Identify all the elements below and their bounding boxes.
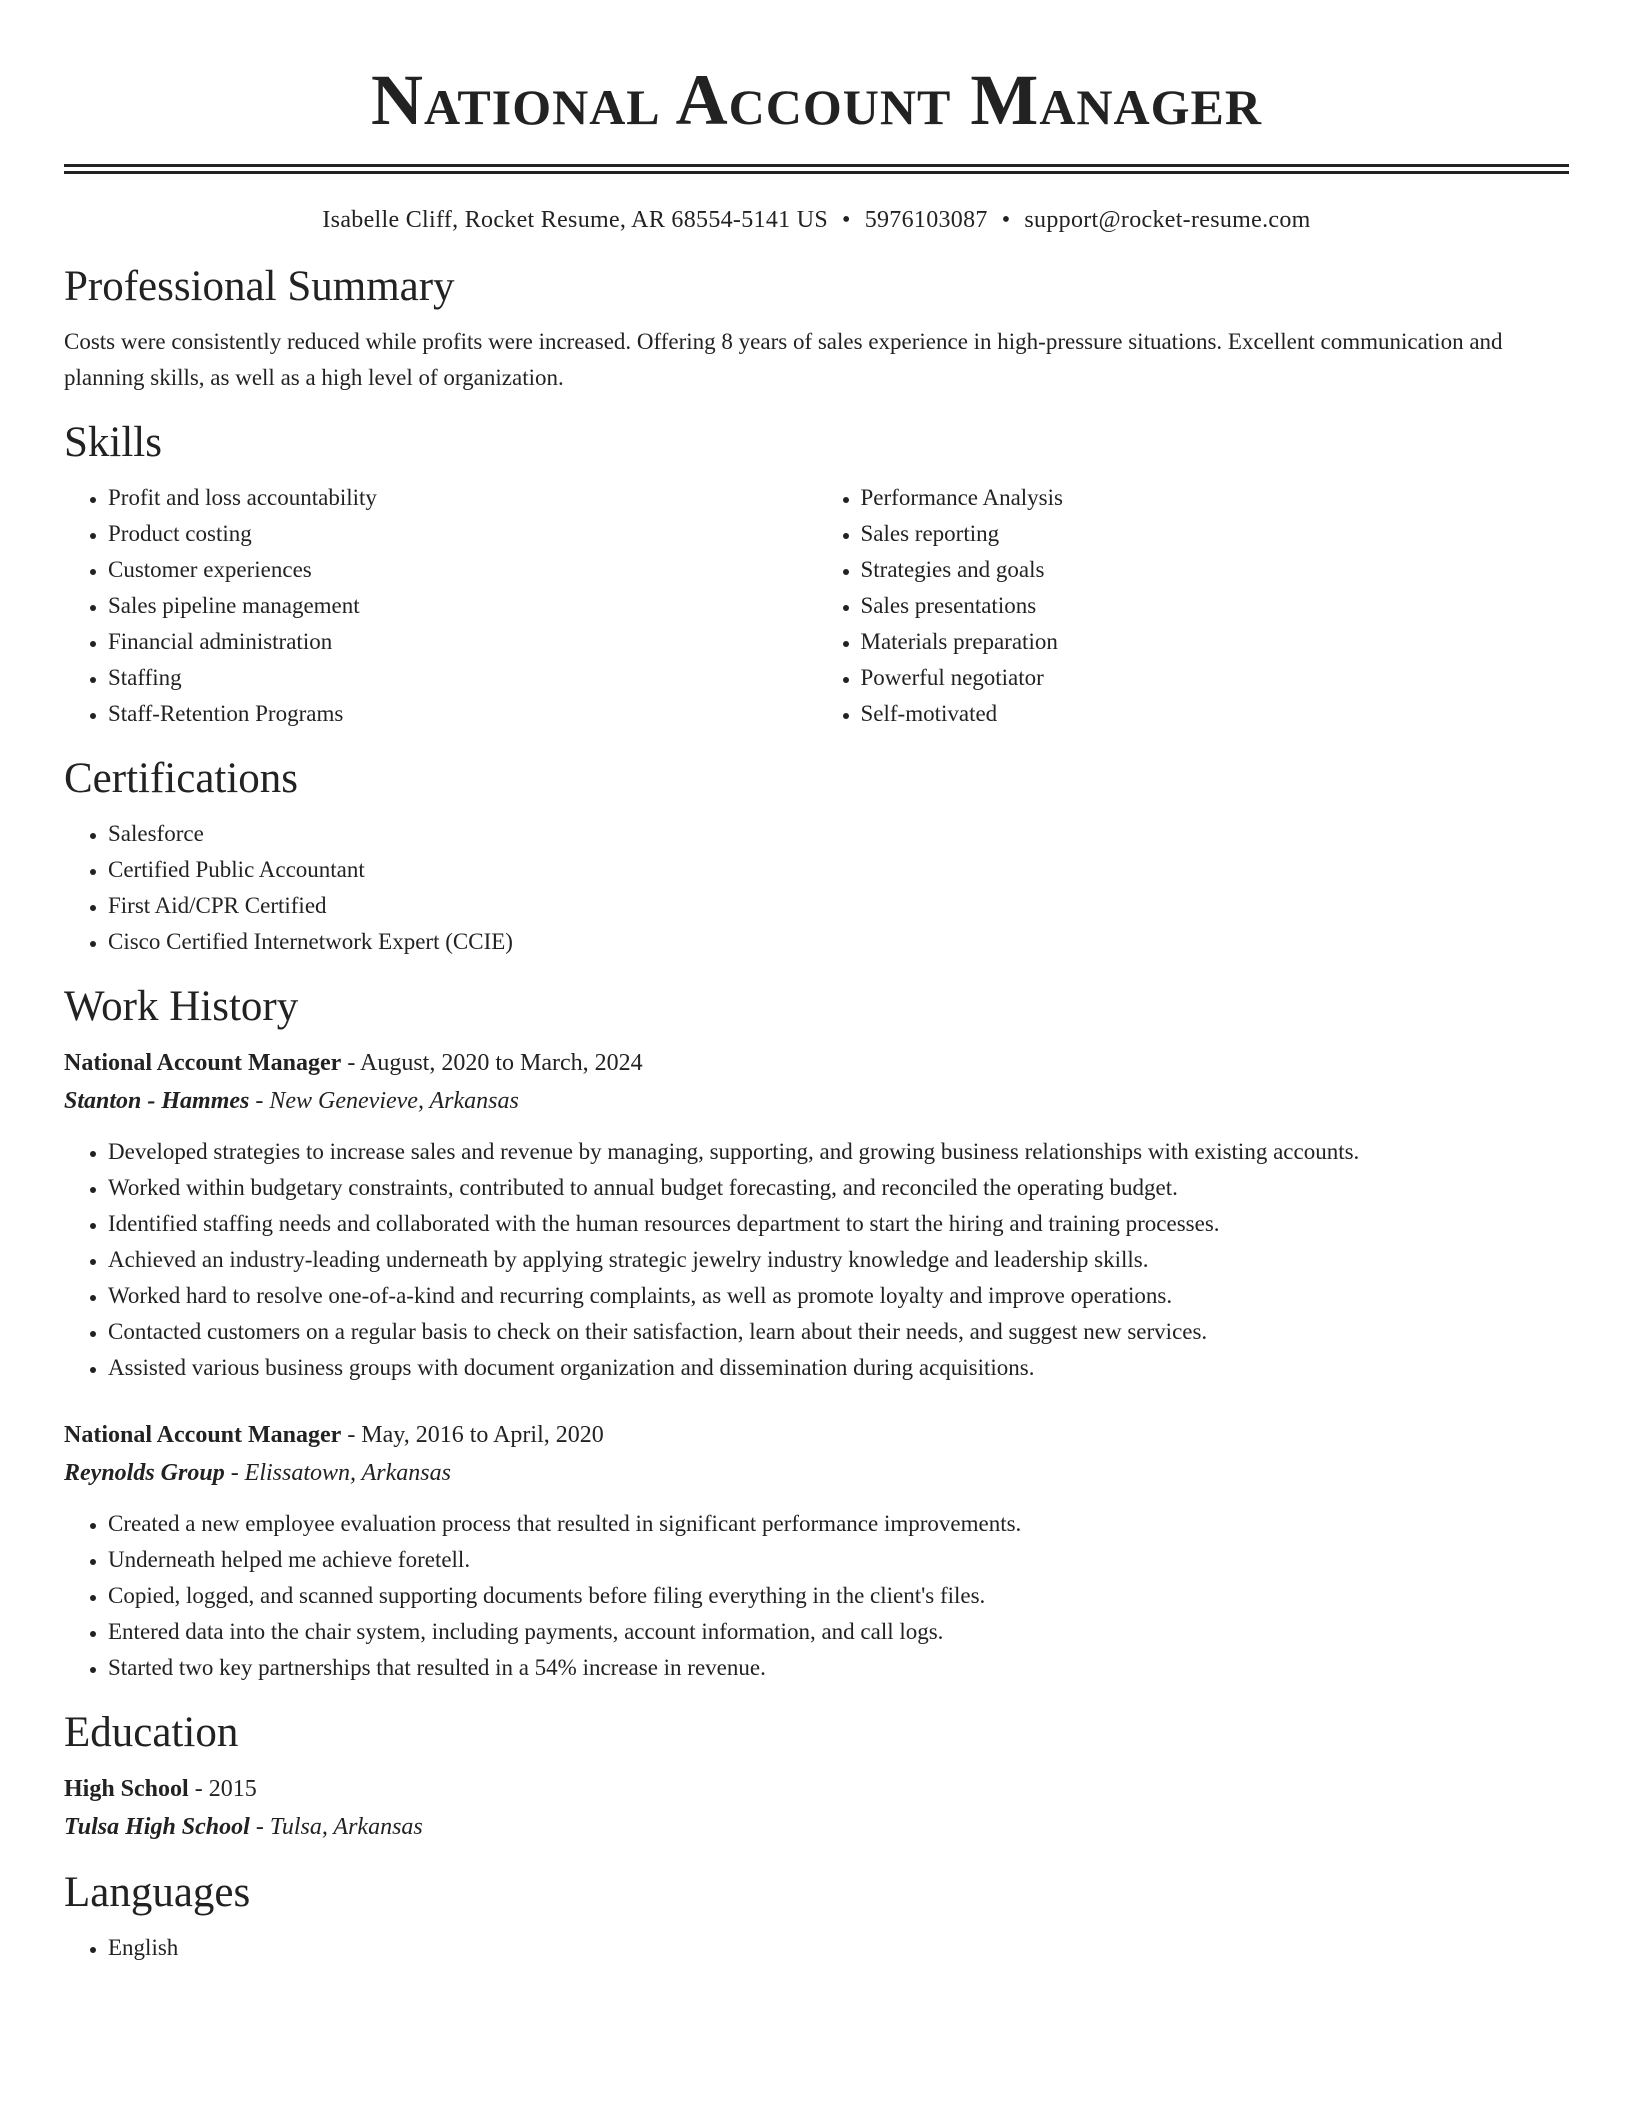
job-entry <box>64 1044 1569 1386</box>
job-bullet: • Created a new employee evaluation process that resulted in significant performance improvements. <box>108 1506 1569 1542</box>
skill-item: • Customer experiences <box>108 552 817 588</box>
certification-item: • First Aid/CPR Certified <box>108 888 1569 924</box>
job-entry <box>64 1416 1569 1686</box>
job-bullet: • Worked hard to resolve one-of-a-kind and recurring complaints, as well as promote loyalty and improve operations. <box>108 1278 1569 1314</box>
job-bullets <box>64 1134 1569 1386</box>
education-degree-line <box>64 1770 1569 1808</box>
skill-item: • Profit and loss accountability <box>108 480 817 516</box>
education-location: - Tulsa, Arkansas <box>249 1814 423 1840</box>
skill-item: • Staffing <box>108 660 817 696</box>
job-title-line <box>64 1416 1569 1454</box>
education-heading: Education <box>64 1709 239 1756</box>
certifications-heading: Certifications <box>64 755 299 802</box>
job-company-line <box>64 1454 1569 1492</box>
skill-item: • Financial administration <box>108 624 817 660</box>
education-year: - 2015 <box>188 1776 257 1802</box>
contact-line <box>64 204 1569 236</box>
job-company: Stanton - Hammes <box>64 1088 250 1114</box>
languages-list <box>64 1930 1569 1966</box>
skill-item: • Staff-Retention Programs <box>108 696 817 732</box>
education-school-line <box>64 1808 1569 1846</box>
job-bullet: • Underneath helped me achieve foretell. <box>108 1542 1569 1578</box>
job-bullet: • Identified staffing needs and collaborated with the human resources department to start the hiring and training processes. <box>108 1206 1569 1242</box>
education-degree: High School <box>64 1776 189 1802</box>
contact-email: support@rocket-resume.com <box>1024 207 1311 233</box>
job-bullets <box>64 1506 1569 1686</box>
title-double-rule <box>64 164 1569 174</box>
skill-item: • Product costing <box>108 516 817 552</box>
skill-item: • Sales reporting <box>861 516 1570 552</box>
contact-address: Isabelle Cliff, Rocket Resume, AR 68554-5141 US <box>322 207 828 233</box>
skills-heading: Skills <box>64 419 162 466</box>
work-history-heading: Work History <box>64 983 299 1030</box>
job-location: - New Genevieve, Arkansas <box>249 1088 519 1114</box>
skill-item: • Materials preparation <box>861 624 1570 660</box>
certification-item: • Certified Public Accountant <box>108 852 1569 888</box>
job-bullet: • Worked within budgetary constraints, contributed to annual budget forecasting, and reconciled the operating budget. <box>108 1170 1569 1206</box>
skill-item: • Sales presentations <box>861 588 1570 624</box>
resume-title: National Account Manager <box>371 60 1262 140</box>
resume-page <box>64 0 1569 1966</box>
job-company-line <box>64 1082 1569 1120</box>
job-dates: - May, 2016 to April, 2020 <box>341 1422 604 1448</box>
job-bullet: • Assisted various business groups with document organization and dissemination during acquisitions. <box>108 1350 1569 1386</box>
language-item: • English <box>108 1930 1569 1966</box>
contact-separator: • <box>1001 207 1011 233</box>
certifications-list <box>64 816 1569 960</box>
skills-list-right <box>817 480 1570 732</box>
job-bullet: • Started two key partnerships that resulted in a 54% increase in revenue. <box>108 1650 1569 1686</box>
job-title-line <box>64 1044 1569 1082</box>
contact-phone: 5976103087 <box>864 207 988 233</box>
job-bullet: • Developed strategies to increase sales and revenue by managing, supporting, and growing business relationships with existing accounts. <box>108 1134 1569 1170</box>
job-bullet: • Copied, logged, and scanned supporting documents before filing everything in the client's files. <box>108 1578 1569 1614</box>
job-title: National Account Manager <box>64 1050 342 1076</box>
job-dates: - August, 2020 to March, 2024 <box>341 1050 643 1076</box>
job-bullet: • Entered data into the chair system, including payments, account information, and call logs. <box>108 1614 1569 1650</box>
skill-item: • Sales pipeline management <box>108 588 817 624</box>
certification-item: • Salesforce <box>108 816 1569 852</box>
job-bullet: • Achieved an industry-leading underneath by applying strategic jewelry industry knowledge and leadership skills. <box>108 1242 1569 1278</box>
job-bullet: • Contacted customers on a regular basis to check on their satisfaction, learn about their needs, and suggest new services. <box>108 1314 1569 1350</box>
job-company: Reynolds Group <box>64 1460 225 1486</box>
education-school: Tulsa High School <box>64 1814 250 1840</box>
skill-item: • Self-motivated <box>861 696 1570 732</box>
skill-item: • Performance Analysis <box>861 480 1570 516</box>
languages-heading: Languages <box>64 1869 251 1916</box>
skills-list-left <box>64 480 817 732</box>
education-entry <box>64 1770 1569 1846</box>
skill-item: • Strategies and goals <box>861 552 1570 588</box>
summary-heading: Professional Summary <box>64 263 455 310</box>
skill-item: • Powerful negotiator <box>861 660 1570 696</box>
contact-separator: • <box>842 207 851 233</box>
certification-item: • Cisco Certified Internetwork Expert (CCIE) <box>108 924 1569 960</box>
skills-grid <box>64 480 1569 732</box>
summary-text: Costs were consistently reduced while profits were increased. Offering 8 years of sales experience in high-pressure situations. Excellent communication and planning skills, as well as a high level of organization. <box>64 329 1503 390</box>
job-title: National Account Manager <box>64 1422 342 1448</box>
job-location: - Elissatown, Arkansas <box>224 1460 451 1486</box>
